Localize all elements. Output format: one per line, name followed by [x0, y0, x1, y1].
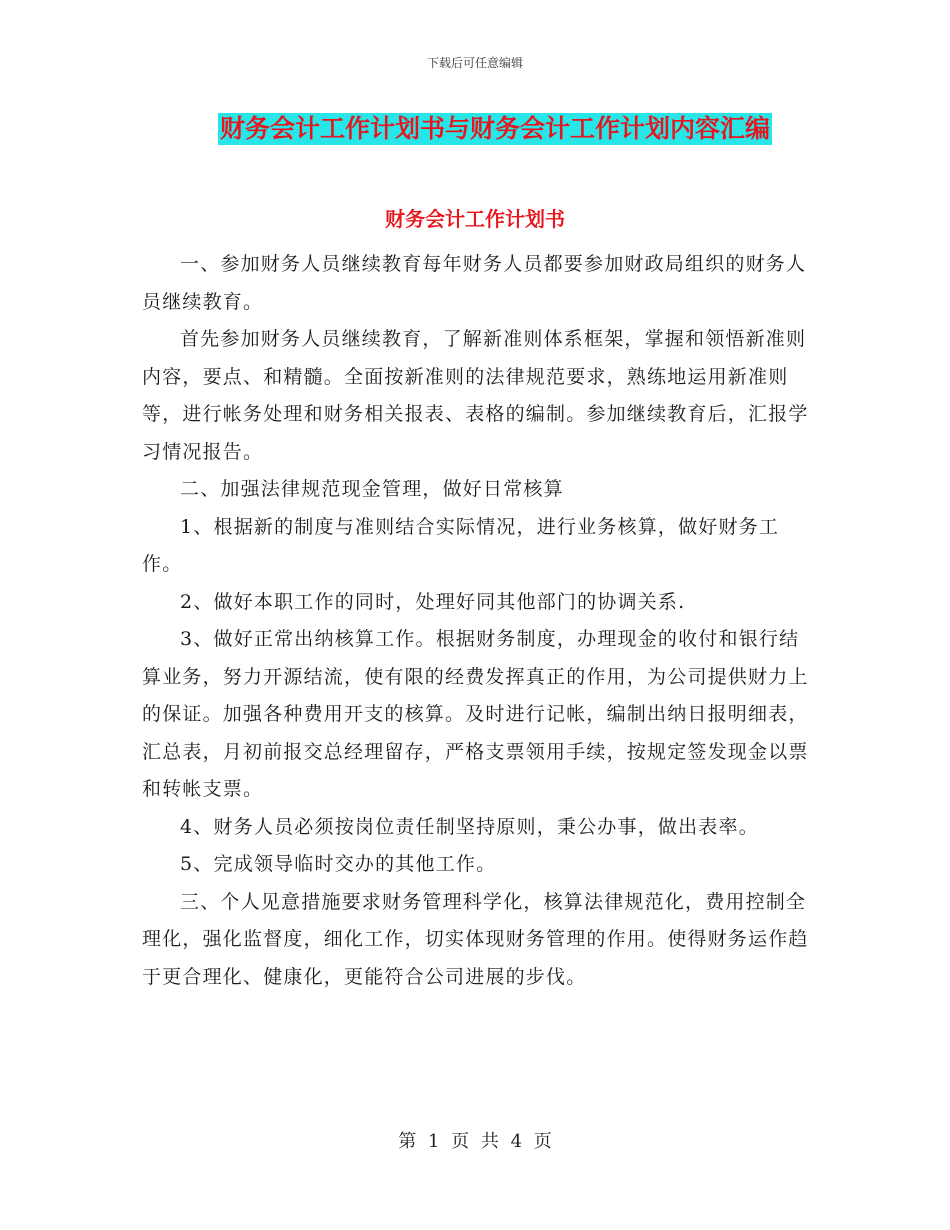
paragraph: 二、加强法律规范现金管理，做好日常核算	[180, 478, 564, 500]
paragraph: 1、根据新的制度与准则结合实际情况，进行业务核算，做好财务工作。	[142, 515, 780, 575]
paragraph: 三、个人见意措施要求财务管理科学化，核算法律规范化，费用控制全理化，强化监督度，细化工作，切实体现财务管理的作用。使得财务运作趋于更合理化、健康化，更能符合公司进展的步伐。	[142, 890, 809, 988]
header-note: 下载后可任意编辑	[426, 56, 523, 70]
paragraph: 3、做好正常出纳核算工作。根据财务制度，办理现金的收付和银行结算业务，努力开源结流，使有限的经费发挥真正的作用，为公司提供财力上的保证。加强各种费用开支的核算。及时进行记帐，编制出纳日报明细表，汇总表，月初前报交总经理留存，严格支票领用手续，按规定签发现金以票和转帐支票。	[142, 628, 809, 800]
paragraph: 首先参加财务人员继续教育，了解新准则体系框架，掌握和领悟新准则内容，要点、和精髓。全面按新准则的法律规范要求，熟练地运用新准则等，进行帐务处理和财务相关报表、表格的编制。参加继续教育后，汇报学习情况报告。	[142, 328, 809, 463]
body-text	[142, 246, 810, 996]
document-title-wrapper	[0, 113, 950, 145]
section-title: 财务会计工作计划书	[385, 207, 565, 231]
document-title: 财务会计工作计划书与财务会计工作计划内容汇编	[219, 114, 770, 143]
paragraph: 5、完成领导临时交办的其他工作。	[180, 853, 497, 875]
paragraph: 2、做好本职工作的同时，处理好同其他部门的协调关系.	[180, 590, 686, 613]
page-footer: 第 1 页 共 4 页	[398, 1131, 552, 1152]
paragraph: 4、财务人员必须按岗位责任制坚持原则，秉公办事，做出表率。	[180, 815, 759, 838]
paragraph: 一、参加财务人员继续教育每年财务人员都要参加财政局组织的财务人员继续教育。	[142, 253, 807, 313]
